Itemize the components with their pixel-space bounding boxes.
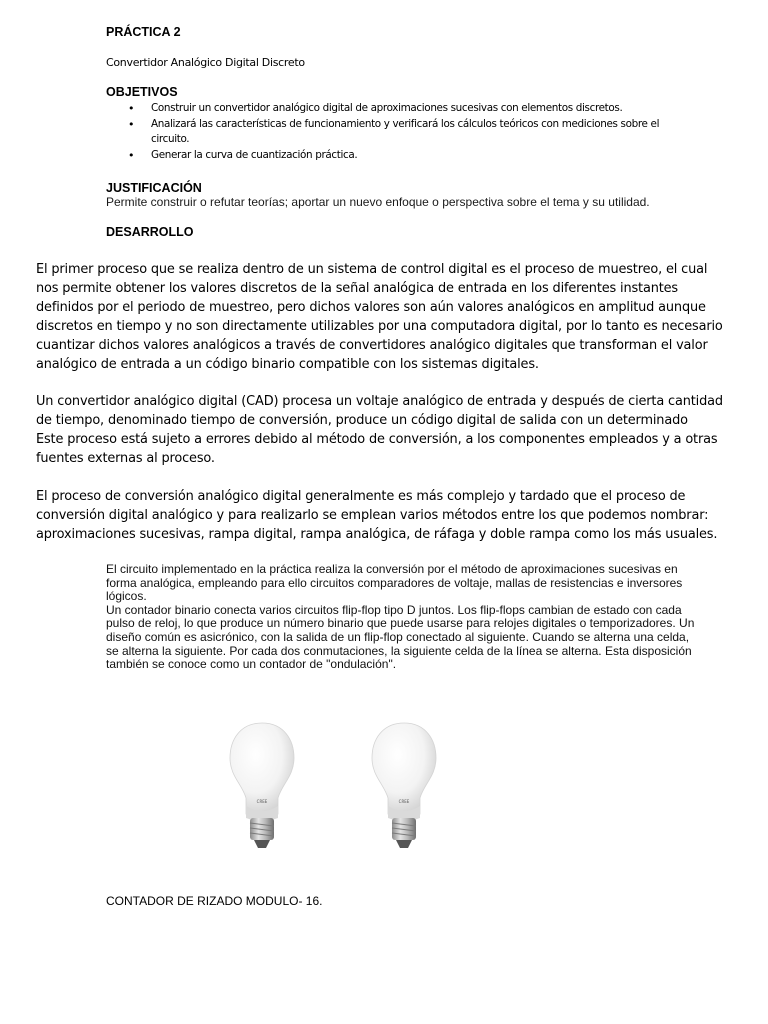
objetivos-list	[128, 101, 688, 163]
justificacion-heading: JUSTIFICACIÓN	[106, 181, 202, 195]
list-item: • Construir un convertidor analógico digital de aproximaciones sucesivas con elementos discretos.	[128, 101, 688, 117]
bulb-left-icon	[230, 723, 294, 848]
list-item: • Generar la curva de cuantización práctica.	[128, 148, 688, 164]
light-bulbs-image	[222, 718, 452, 858]
justificacion-text: Permite construir o refutar teorías; aportar un nuevo enfoque o perspectiva sobre el tema y su utilidad.	[106, 195, 650, 209]
desarrollo-heading: DESARROLLO	[106, 225, 194, 239]
paragraph-metodos: El proceso de conversión analógico digital generalmente es más complejo y tardado que el proceso de conversión digital analógico y para realizarlo se emplean varios métodos entre los que podemos nombrar: aproximaciones sucesivas, rampa digital, rampa analógica, de ráfaga y doble rampa como los más usuales.	[36, 489, 718, 542]
objetivos-heading: OBJETIVOS	[106, 85, 178, 99]
page-subtitle: Convertidor Analógico Digital Discreto	[106, 56, 305, 69]
paragraph-cad: Un convertidor analógico digital (CAD) procesa un voltaje analógico de entrada y después de cierta cantidad de tiempo, denominado tiempo de conversión, produce un código digital de salida con un determinado Este proceso está sujeto a errores debido al método de conversión, a los componentes empleados y a otras fuentes externas al proceso.	[36, 394, 723, 466]
paragraph-muestreo: El primer proceso que se realiza dentro de un sistema de control digital es el proceso de muestreo, el cual nos permite obtener los valores discretos de la señal analógica de entrada en los diferentes instantes definidos por el periodo de muestreo, pero dichos valores son aún valores analógicos en amplitud aunque discretos en tiempo y no son directamente utilizables por una computadora digital, por lo tanto es necesario cuantizar dichos valores analógicos a través de convertidores analógico digitales que transforman el valor analógico de entrada a un código binario compatible con los sistemas digitales.	[36, 262, 723, 372]
page-title: PRÁCTICA 2	[106, 25, 181, 39]
bulb-brand-label: CREE	[398, 799, 410, 804]
paragraph-circuito: El circuito implementado en la práctica realiza la conversión por el método de aproximaciones sucesivas en forma analógica, empleando para ello circuitos comparadores de voltaje, mallas de resistencias e inversores lógicos. Un contador binario conecta varios circuitos flip-flop tipo D juntos. Los flip-flops cambian de estado con cada pulso de reloj, lo que produce un número binario que puede usarse para relojes digitales o temporizadores. Un diseño común es asicrónico, con la salida de un flip-flop conectado al siguiente. Cuando se alterna una celda, se alterna la siguiente. Por cada dos conmutaciones, la siguiente celda de la línea se alterna. Esta disposición también se conoce como un contador de "ondulación".	[106, 562, 695, 672]
list-item: • Analizará las características de funcionamiento y verificará los cálculos teóricos con mediciones sobre el circuito.	[128, 117, 688, 148]
bulb-right-icon	[372, 723, 436, 848]
bulb-brand-label: CREE	[256, 799, 268, 804]
figure-caption: CONTADOR DE RIZADO MODULO- 16.	[106, 894, 323, 908]
